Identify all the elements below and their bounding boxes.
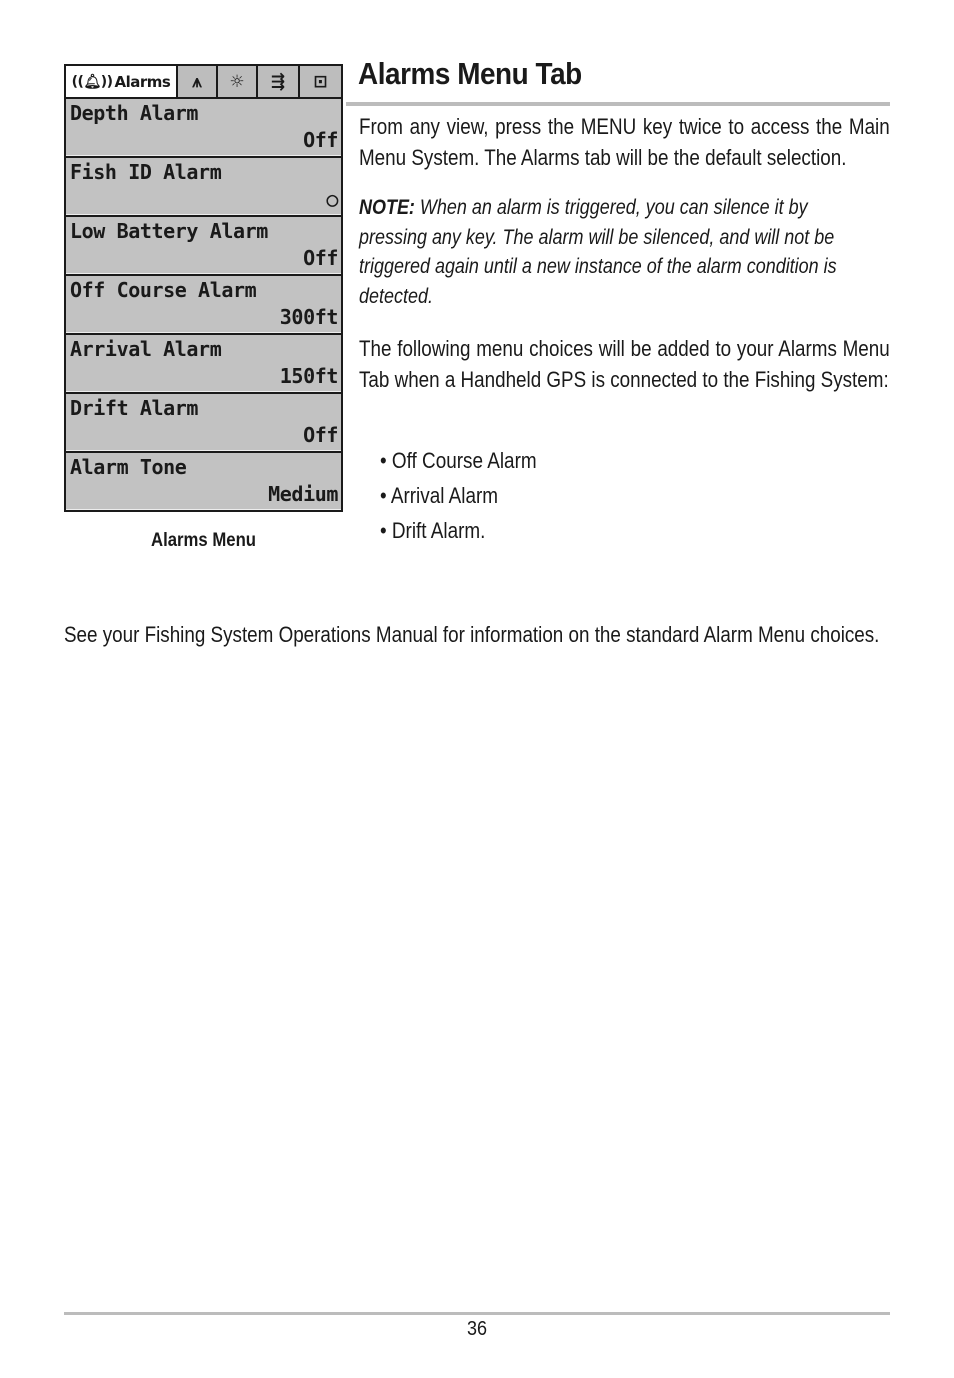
menu-item-drift-alarm[interactable] xyxy=(66,392,341,451)
intro-text: From any view, press the MENU key twice to access the Main Menu System. The Alarms tab will be the default selection. xyxy=(359,114,890,170)
menu-item-label: Low Battery Alarm xyxy=(70,219,268,243)
bottom-text: See your Fishing System Operations Manual for information on the standard Alarm Menu choices. xyxy=(64,622,880,647)
menu-item-label: Fish ID Alarm xyxy=(70,160,222,184)
menu-item-label: Off Course Alarm xyxy=(70,278,257,302)
menu-list xyxy=(64,97,343,512)
menu-item-value: Off xyxy=(303,423,338,447)
tab-setup[interactable] xyxy=(258,66,300,97)
tab-light[interactable] xyxy=(218,66,258,97)
accessory-icon: ⊡ xyxy=(313,71,328,92)
footer-rule xyxy=(64,1312,890,1315)
note-text: When an alarm is triggered, you can silence it by pressing any key. The alarm will be silenced, and will not be triggered again until a new instance of the alarm condition is detected. xyxy=(359,196,837,308)
intro-paragraph xyxy=(359,111,890,173)
menu-item-label: Depth Alarm xyxy=(70,101,199,125)
menu-item-value: Off xyxy=(303,128,338,152)
list-item: • Drift Alarm. xyxy=(380,518,486,543)
menu-item-arrival-alarm[interactable] xyxy=(66,333,341,392)
menu-item-value: 150ft xyxy=(279,364,338,388)
menu-item-label: Arrival Alarm xyxy=(70,337,222,361)
menu-item-alarm-tone[interactable] xyxy=(66,451,341,510)
menu-item-value: Medium xyxy=(268,482,338,506)
menu-item-label: Drift Alarm xyxy=(70,396,199,420)
tab-accessory[interactable] xyxy=(300,66,341,97)
menu-item-label: Alarm Tone xyxy=(70,455,187,479)
menu-item-fish-id-alarm[interactable] xyxy=(66,156,341,215)
note-paragraph xyxy=(359,193,864,311)
menu-item-value: 300ft xyxy=(279,305,338,329)
setup-icon: ⇶ xyxy=(270,71,286,92)
following-text: The following menu choices will be added to your Alarms Menu Tab when a Handheld GPS is connected to the Fishing System: xyxy=(359,336,890,392)
menu-item-value: Off xyxy=(303,246,338,270)
bullet-list xyxy=(380,443,562,548)
bottom-paragraph xyxy=(64,619,890,650)
list-item: • Off Course Alarm xyxy=(380,448,537,473)
menu-item-low-battery-alarm[interactable] xyxy=(66,215,341,274)
list-item: • Arrival Alarm xyxy=(380,483,499,508)
following-paragraph xyxy=(359,333,890,395)
tab-alarms[interactable] xyxy=(66,66,178,97)
tab-sonar[interactable] xyxy=(178,66,218,97)
note-text-wrap xyxy=(359,193,864,311)
title-rule xyxy=(346,102,890,106)
bell-icon: ((🔔︎)) xyxy=(71,73,113,90)
menu-item-value: ○ xyxy=(326,187,338,211)
light-icon: ☼ xyxy=(229,71,245,92)
tab-alarms-label: Alarms xyxy=(114,72,171,91)
section-title: Alarms Menu Tab xyxy=(358,56,582,91)
page-number: 36 xyxy=(466,1318,488,1340)
note-label: NOTE: xyxy=(359,196,415,219)
figure-caption: Alarms Menu xyxy=(151,530,256,551)
menu-item-depth-alarm[interactable] xyxy=(66,97,341,156)
menu-item-off-course-alarm[interactable] xyxy=(66,274,341,333)
menu-tab-bar xyxy=(64,64,343,97)
sonar-icon: ⩚ xyxy=(192,71,202,92)
alarms-menu-screenshot xyxy=(64,64,343,512)
